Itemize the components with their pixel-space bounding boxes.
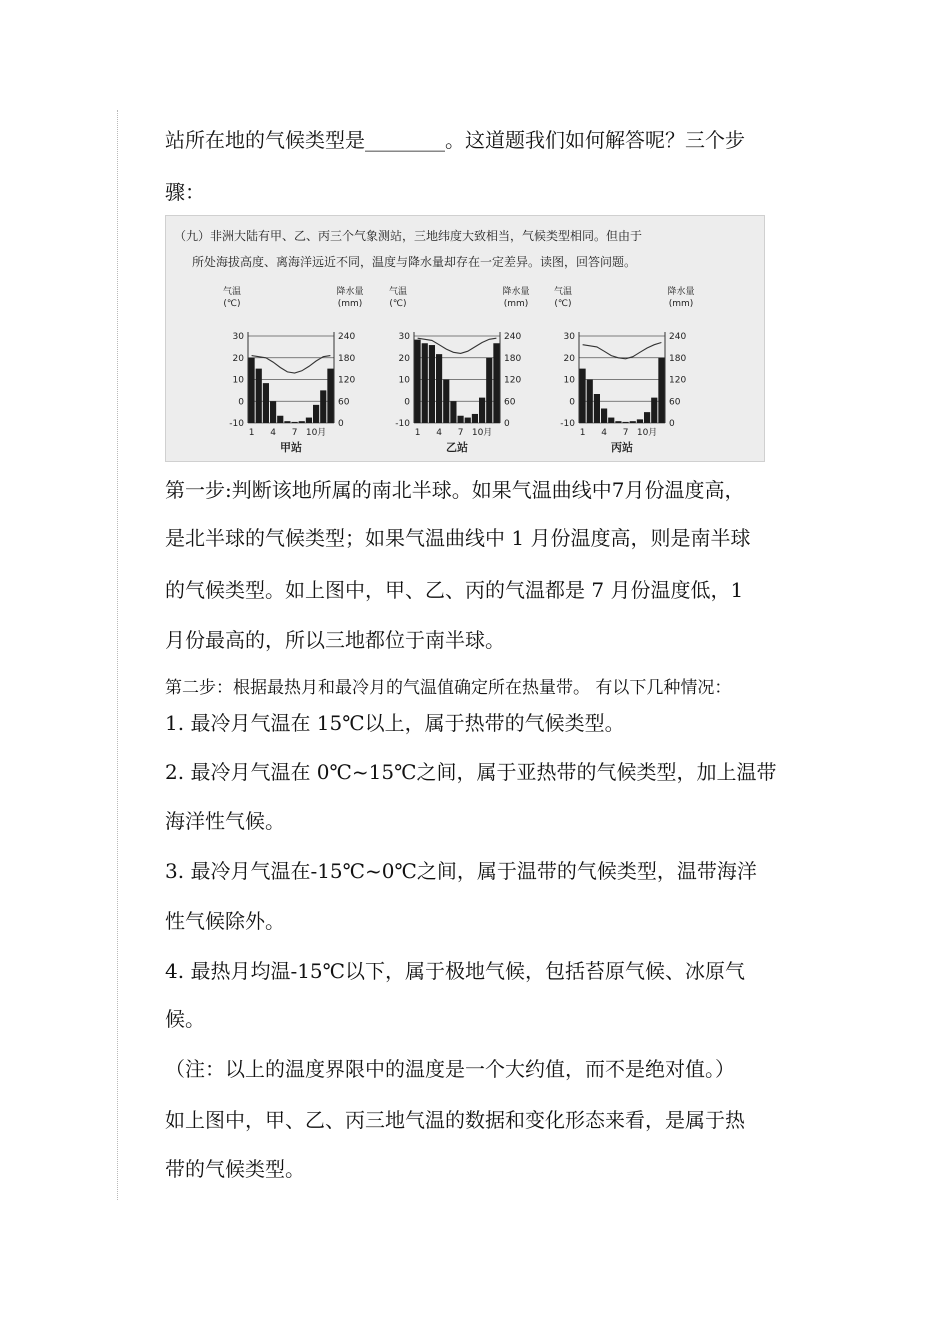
chart-3-precip-bar — [608, 418, 614, 423]
chart-1-precip-bar — [327, 369, 333, 423]
chart-1-left-tick: 30 — [232, 332, 244, 342]
chart-3-right-tick: 120 — [669, 375, 687, 386]
chart-1-right-tick: 60 — [338, 397, 350, 408]
chart-2-x-tick: 7 — [457, 428, 464, 438]
chart-3-right-axis-unit: (mm) — [668, 299, 694, 309]
chart-2-right-axis-title: 降水量 — [502, 287, 530, 297]
chart-3-precip-bar — [623, 422, 629, 423]
chart-3-x-tick: 7 — [622, 428, 629, 438]
chart-2-station-label: 乙站 — [446, 441, 468, 454]
chart-2-precip-bar — [443, 380, 449, 424]
chart-1-temperature-line — [252, 356, 331, 373]
chart-2-precip-bar — [422, 343, 428, 423]
chart-2-precip-bar — [493, 343, 499, 423]
paragraph-line-4: 是北半球的气候类型；如果气温曲线中 1 月份温度高，则是南半球 — [165, 526, 751, 550]
chart-2-left-tick: 20 — [398, 353, 410, 364]
chart-1-precip-bar — [270, 401, 276, 423]
chart-3-precip-bar — [630, 421, 636, 423]
chart-2-precip-bar — [429, 345, 435, 423]
chart-3-right-axis-title: 降水量 — [667, 287, 695, 297]
chart-3-left-tick: -10 — [560, 419, 575, 429]
chart-1-right-tick: 0 — [338, 419, 344, 429]
chart-3-right-tick: 0 — [669, 419, 675, 429]
chart-3-precip-bar — [637, 419, 643, 423]
chart-1-precip-bar — [313, 405, 319, 423]
chart-2-x-tick: 1 — [414, 428, 421, 438]
paragraph-line-8: 1. 最冷月气温在 15℃以上，属于热带的气候类型。 — [165, 711, 625, 735]
chart-2-left-axis-title: 气温 — [388, 287, 408, 297]
chart-2-precip-bar — [458, 416, 464, 423]
chart-1-right-tick: 240 — [338, 332, 356, 342]
chart-1-left-axis-unit: (℃) — [223, 299, 241, 309]
paragraph-line-5: 的气候类型。如上图中，甲、乙、丙的气温都是 7 月份温度低，1 — [165, 578, 744, 602]
chart-2-precip-bar — [465, 418, 471, 423]
chart-3-precip-bar — [615, 421, 621, 423]
chart-3-temperature-line — [583, 343, 662, 359]
chart-3-left-axis-unit: (℃) — [554, 299, 572, 309]
chart-3-precip-bar — [587, 380, 593, 424]
paragraph-line-17: 带的气候类型。 — [165, 1157, 305, 1181]
chart-3-station-label: 丙站 — [611, 441, 633, 454]
chart-1-left-axis-title: 气温 — [222, 287, 242, 297]
chart-1-left-tick: 10 — [232, 375, 244, 386]
chart-1-precip-bar — [299, 421, 305, 423]
chart-1-x-tick: 10月 — [305, 428, 327, 438]
chart-2-left-tick: 0 — [404, 397, 410, 408]
chart-3-left-tick: 20 — [563, 353, 575, 364]
climate-chart-figure — [165, 215, 765, 462]
chart-1-x-tick: 7 — [291, 428, 298, 438]
chart-1-left-tick: -10 — [229, 419, 244, 429]
chart-3-precip-bar — [644, 412, 650, 423]
chart-2-right-tick: 0 — [504, 419, 510, 429]
chart-1-right-axis-title: 降水量 — [336, 287, 364, 297]
chart-2-precip-bar — [436, 354, 442, 423]
chart-1-precip-bar — [263, 383, 269, 423]
chart-3-left-tick: 0 — [569, 397, 575, 408]
chart-2-left-tick: -10 — [395, 419, 410, 429]
chart-1-precip-bar — [277, 416, 283, 423]
chart-3-precip-bar — [601, 409, 607, 424]
paragraph-line-14: 候。 — [165, 1007, 205, 1031]
chart-3-left-axis-title: 气温 — [553, 287, 573, 297]
chart-2-right-tick: 180 — [504, 353, 522, 364]
chart-3-x-tick: 4 — [601, 428, 607, 438]
chart-3-precip-bar — [658, 358, 664, 423]
climate-chart-svg — [166, 216, 764, 461]
figure-caption-line-1: （九）非洲大陆有甲、乙、丙三个气象测站，三地纬度大致相当，气候类型相同。但由于 — [174, 229, 643, 243]
chart-3-precip-bar — [580, 369, 586, 423]
chart-2-precip-bar — [479, 398, 485, 423]
paragraph-line-3: 第一步:判断该地所属的南北半球。如果气温曲线中7月份温度高， — [165, 478, 745, 502]
figure-caption-line-2: 所处海拔高度、离海洋远近不同，温度与降水量却存在一定差异。读图，回答问题。 — [192, 255, 637, 269]
chart-1-right-axis-unit: (mm) — [337, 299, 363, 309]
chart-3-left-tick: 30 — [563, 332, 575, 342]
chart-2-x-tick: 10月 — [471, 428, 493, 438]
chart-2-right-tick: 240 — [504, 332, 522, 342]
chart-1-left-tick: 20 — [232, 353, 244, 364]
paragraph-line-2: 骤： — [165, 180, 205, 204]
chart-3-precip-bar — [594, 394, 600, 423]
chart-1-precip-bar — [256, 369, 262, 423]
paragraph-line-11: 3. 最冷月气温在-15℃~0℃之间，属于温带的气候类型，温带海洋 — [165, 859, 757, 883]
chart-3-x-tick: 1 — [579, 428, 586, 438]
chart-2-x-tick: 4 — [436, 428, 442, 438]
paragraph-line-10: 海洋性气候。 — [165, 809, 285, 833]
chart-3-left-tick: 10 — [563, 375, 575, 386]
chart-3-x-tick: 10月 — [636, 428, 658, 438]
paragraph-line-7: 第二步：根据最热月和最冷月的气温值确定所在热量带。 有以下几种情况： — [165, 678, 732, 698]
paragraph-line-9: 2. 最冷月气温在 0℃~15℃之间，属于亚热带的气候类型，加上温带 — [165, 760, 777, 784]
paragraph-line-16: 如上图中，甲、乙、丙三地气温的数据和变化形态来看，是属于热 — [165, 1108, 745, 1132]
chart-2-precip-bar — [450, 401, 456, 423]
chart-1-station-label: 甲站 — [280, 441, 302, 454]
chart-1-precip-bar — [320, 390, 326, 423]
chart-2-left-axis-unit: (℃) — [389, 299, 407, 309]
chart-1-precip-bar — [249, 358, 255, 423]
chart-3-right-tick: 240 — [669, 332, 687, 342]
binding-margin — [117, 110, 122, 1200]
chart-2-precip-bar — [486, 358, 492, 423]
chart-2-right-axis-unit: (mm) — [503, 299, 529, 309]
chart-2-right-tick: 60 — [504, 397, 516, 408]
chart-1-x-tick: 1 — [248, 428, 255, 438]
chart-3-right-tick: 180 — [669, 353, 687, 364]
paragraph-line-12: 性气候除外。 — [165, 909, 285, 933]
chart-1-precip-bar — [306, 418, 312, 423]
chart-2-precip-bar — [415, 340, 421, 423]
chart-2-precip-bar — [472, 414, 478, 423]
chart-1-left-tick: 0 — [238, 397, 244, 408]
chart-1-x-tick: 4 — [270, 428, 276, 438]
chart-2-left-tick: 30 — [398, 332, 410, 342]
paragraph-line-15: （注：以上的温度界限中的温度是一个大约值，而不是绝对值。） — [165, 1057, 735, 1081]
chart-1-right-tick: 120 — [338, 375, 356, 386]
paragraph-line-1: 站所在地的气候类型是________。这道题我们如何解答呢？三个步 — [165, 128, 745, 152]
chart-2-left-tick: 10 — [398, 375, 410, 386]
chart-3-precip-bar — [651, 398, 657, 423]
paragraph-line-6: 月份最高的，所以三地都位于南半球。 — [165, 628, 505, 652]
chart-1-right-tick: 180 — [338, 353, 356, 364]
chart-2-right-tick: 120 — [504, 375, 522, 386]
chart-1-precip-bar — [284, 421, 290, 423]
chart-1-precip-bar — [292, 422, 298, 423]
chart-3-right-tick: 60 — [669, 397, 681, 408]
paragraph-line-13: 4. 最热月均温-15℃以下，属于极地气候，包括苔原气候、冰原气 — [165, 959, 746, 983]
